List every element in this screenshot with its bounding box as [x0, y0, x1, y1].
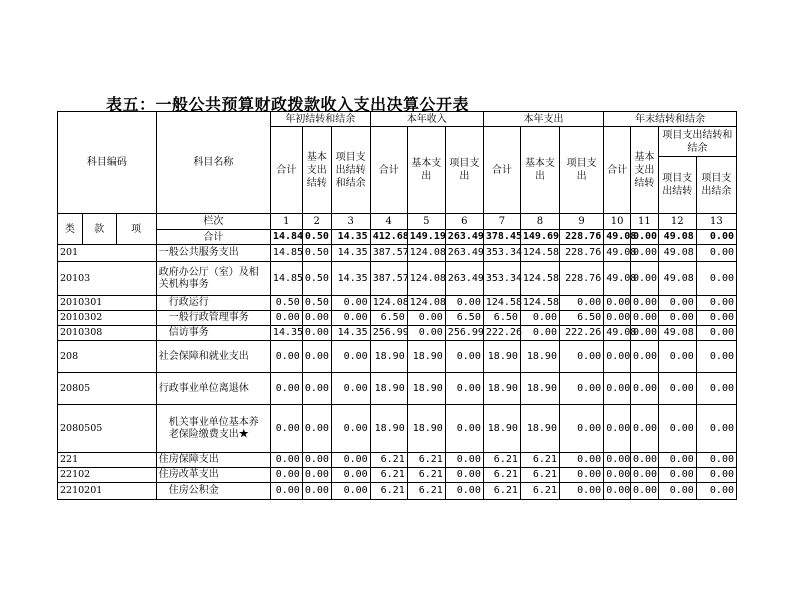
row-value: 387.57	[370, 262, 407, 296]
row-value: 0.00	[630, 341, 658, 373]
row-name: 行政运行	[156, 296, 270, 311]
row-value: 0.00	[604, 373, 631, 405]
row-value: 0.00	[520, 326, 559, 341]
header-lanci: 栏次	[156, 214, 270, 230]
row-value: 49.08	[658, 326, 696, 341]
row-code: 2080505	[58, 405, 157, 453]
row-value: 18.90	[407, 405, 445, 453]
header-begin-total: 合计	[270, 127, 302, 214]
row-value: 0.00	[696, 483, 736, 500]
table-row	[58, 341, 737, 373]
table-row	[58, 296, 737, 311]
table-row	[58, 262, 737, 296]
row-value: 0.00	[604, 483, 631, 500]
col-number: 7	[483, 214, 520, 230]
table-row	[58, 468, 737, 483]
row-value: 0.00	[302, 341, 331, 373]
row-value: 0.00	[331, 453, 370, 468]
row-value: 0.00	[302, 453, 331, 468]
col-number: 5	[407, 214, 445, 230]
row-value: 124.08	[407, 262, 445, 296]
row-value: 0.00	[445, 296, 483, 311]
header-group-begin: 年初结转和结余	[270, 112, 370, 127]
row-value: 124.58	[520, 245, 559, 262]
row-value: 124.58	[483, 296, 520, 311]
row-value: 0.50	[302, 262, 331, 296]
row-value: 0.00	[604, 405, 631, 453]
row-value: 6.21	[520, 468, 559, 483]
row-value: 0.00	[630, 296, 658, 311]
col-number: 1	[270, 214, 302, 230]
header-kuan: 款	[82, 214, 116, 245]
row-value: 0.00	[270, 468, 302, 483]
row-value: 124.08	[407, 245, 445, 262]
row-value: 124.58	[520, 296, 559, 311]
row-value: 0.50	[302, 245, 331, 262]
row-value: 263.49	[445, 245, 483, 262]
row-value: 49.08	[604, 262, 631, 296]
header-code: 科目编码	[58, 112, 157, 214]
row-value: 18.90	[407, 373, 445, 405]
row-value: 0.00	[696, 341, 736, 373]
row-value: 0.00	[658, 405, 696, 453]
row-value: 14.85	[270, 245, 302, 262]
row-value: 0.00	[270, 311, 302, 326]
row-value: 0.00	[302, 405, 331, 453]
row-value: 14.35	[331, 245, 370, 262]
row-value: 0.00	[270, 483, 302, 500]
row-value: 0.00	[559, 453, 603, 468]
total-cell: 14.35	[331, 230, 370, 245]
row-value: 0.00	[559, 405, 603, 453]
row-value: 0.00	[407, 326, 445, 341]
row-value: 18.90	[370, 405, 407, 453]
row-value: 6.21	[407, 453, 445, 468]
row-value: 124.08	[407, 296, 445, 311]
row-value: 14.85	[270, 262, 302, 296]
row-value: 0.00	[658, 311, 696, 326]
col-number: 11	[630, 214, 658, 230]
row-value: 6.21	[483, 453, 520, 468]
row-value: 6.21	[520, 453, 559, 468]
col-number: 10	[604, 214, 631, 230]
header-end-project-jy: 项目支出结余	[696, 157, 736, 214]
row-code: 20805	[58, 373, 157, 405]
col-number: 12	[658, 214, 696, 230]
total-cell: 0.50	[302, 230, 331, 245]
row-value: 0.00	[270, 373, 302, 405]
header-expense-total: 合计	[483, 127, 520, 214]
row-value: 49.08	[604, 245, 631, 262]
table-row	[58, 373, 737, 405]
row-value: 0.00	[559, 296, 603, 311]
row-value: 0.00	[658, 468, 696, 483]
row-code: 208	[58, 341, 157, 373]
header-hj: 合计	[156, 230, 270, 245]
row-value: 0.00	[630, 262, 658, 296]
row-value: 14.35	[331, 326, 370, 341]
row-name: 行政事业单位离退休	[156, 373, 270, 405]
row-value: 0.00	[270, 341, 302, 373]
total-cell: 263.49	[445, 230, 483, 245]
row-name: 信访事务	[156, 326, 270, 341]
row-value: 18.90	[370, 373, 407, 405]
total-cell: 14.84	[270, 230, 302, 245]
row-value: 0.00	[331, 296, 370, 311]
row-name: 一般公共服务支出	[156, 245, 270, 262]
total-cell: 49.08	[658, 230, 696, 245]
row-value: 18.90	[483, 405, 520, 453]
row-value: 0.00	[331, 373, 370, 405]
row-value: 0.00	[630, 245, 658, 262]
header-expense-project: 项目支出	[559, 127, 603, 214]
row-value: 0.50	[302, 296, 331, 311]
row-value: 6.21	[370, 468, 407, 483]
header-group-income: 本年收入	[370, 112, 483, 127]
header-begin-project: 项目支出结转和结余	[331, 127, 370, 214]
row-value: 0.00	[270, 405, 302, 453]
row-value: 0.00	[630, 311, 658, 326]
row-value: 0.00	[696, 373, 736, 405]
row-value: 0.00	[604, 468, 631, 483]
row-value: 18.90	[370, 341, 407, 373]
header-group-expense: 本年支出	[483, 112, 603, 127]
row-value: 0.00	[559, 468, 603, 483]
header-expense-basic: 基本支出	[520, 127, 559, 214]
col-number: 13	[696, 214, 736, 230]
row-value: 6.50	[559, 311, 603, 326]
table-row	[58, 483, 737, 500]
row-code: 2210201	[58, 483, 157, 500]
row-value: 0.00	[520, 311, 559, 326]
row-value: 0.00	[270, 453, 302, 468]
row-value: 6.50	[445, 311, 483, 326]
row-value: 0.00	[445, 468, 483, 483]
row-value: 256.99	[370, 326, 407, 341]
col-number: 8	[520, 214, 559, 230]
header-income-basic: 基本支出	[407, 127, 445, 214]
col-number: 3	[331, 214, 370, 230]
row-value: 0.00	[445, 341, 483, 373]
row-value: 228.76	[559, 245, 603, 262]
col-number: 9	[559, 214, 603, 230]
row-value: 0.00	[658, 341, 696, 373]
row-value: 49.08	[658, 262, 696, 296]
row-value: 18.90	[520, 405, 559, 453]
header-end-total: 合计	[604, 127, 631, 214]
row-value: 0.00	[630, 405, 658, 453]
row-value: 0.00	[559, 483, 603, 500]
row-value: 263.49	[445, 262, 483, 296]
table-title: 表五：一般公共预算财政拨款收入支出决算公开表	[106, 95, 470, 114]
row-code: 201	[58, 245, 157, 262]
header-xiang: 项	[116, 214, 156, 245]
header-end-project-group: 项目支出结转和结余	[658, 127, 736, 157]
row-value: 124.58	[520, 262, 559, 296]
row-value: 353.34	[483, 262, 520, 296]
header-income-project: 项目支出	[445, 127, 483, 214]
header-group-end: 年末结转和结余	[604, 112, 737, 127]
row-name: 政府办公厅（室）及相关机构事务	[156, 262, 270, 296]
row-value: 18.90	[520, 341, 559, 373]
total-cell: 149.69	[520, 230, 559, 245]
row-value: 256.99	[445, 326, 483, 341]
row-value: 0.00	[559, 373, 603, 405]
total-cell: 228.76	[559, 230, 603, 245]
row-value: 18.90	[483, 373, 520, 405]
row-value: 0.00	[604, 453, 631, 468]
row-value: 6.21	[370, 483, 407, 500]
row-value: 0.00	[696, 453, 736, 468]
row-value: 49.08	[604, 326, 631, 341]
row-value: 0.00	[331, 483, 370, 500]
header-lei: 类	[58, 214, 83, 245]
total-cell: 149.19	[407, 230, 445, 245]
row-value: 353.34	[483, 245, 520, 262]
row-value: 0.00	[630, 326, 658, 341]
row-value: 0.50	[270, 296, 302, 311]
row-code: 22102	[58, 468, 157, 483]
row-value: 0.00	[696, 405, 736, 453]
row-value: 0.00	[331, 468, 370, 483]
row-value: 0.00	[604, 296, 631, 311]
row-value: 6.21	[483, 483, 520, 500]
header-begin-basic: 基本支出结转	[302, 127, 331, 214]
col-number: 2	[302, 214, 331, 230]
total-cell: 49.08	[604, 230, 631, 245]
row-code: 2010301	[58, 296, 157, 311]
table-row	[58, 326, 737, 341]
row-value: 0.00	[696, 296, 736, 311]
row-value: 0.00	[604, 341, 631, 373]
row-value: 0.00	[696, 245, 736, 262]
row-value: 0.00	[696, 262, 736, 296]
row-code: 20103	[58, 262, 157, 296]
row-value: 0.00	[559, 341, 603, 373]
col-number: 6	[445, 214, 483, 230]
row-code: 221	[58, 453, 157, 468]
header-end-basic: 基本支出结转	[630, 127, 658, 214]
row-value: 0.00	[658, 373, 696, 405]
row-value: 222.26	[559, 326, 603, 341]
row-value: 0.00	[630, 483, 658, 500]
header-end-project-jz: 项目支出结转	[658, 157, 696, 214]
table-row	[58, 311, 737, 326]
header-name: 科目名称	[156, 112, 270, 214]
row-value: 6.50	[370, 311, 407, 326]
table-row	[58, 245, 737, 262]
row-value: 0.00	[331, 341, 370, 373]
row-value: 0.00	[302, 311, 331, 326]
total-cell: 412.68	[370, 230, 407, 245]
row-value: 14.35	[331, 262, 370, 296]
total-cell: 378.45	[483, 230, 520, 245]
row-name: 住房保障支出	[156, 453, 270, 468]
row-name: 住房改革支出	[156, 468, 270, 483]
row-value: 0.00	[630, 373, 658, 405]
row-name: 一般行政管理事务	[156, 311, 270, 326]
row-value: 0.00	[658, 296, 696, 311]
row-value: 228.76	[559, 262, 603, 296]
row-value: 6.21	[370, 453, 407, 468]
row-value: 0.00	[302, 373, 331, 405]
row-value: 0.00	[630, 468, 658, 483]
header-income-total: 合计	[370, 127, 407, 214]
row-value: 0.00	[604, 311, 631, 326]
row-code: 2010302	[58, 311, 157, 326]
row-value: 18.90	[407, 341, 445, 373]
row-value: 0.00	[445, 373, 483, 405]
row-value: 124.08	[370, 296, 407, 311]
row-name: 机关事业单位基本养老保险缴费支出★	[156, 405, 270, 453]
row-value: 0.00	[658, 483, 696, 500]
row-value: 0.00	[696, 311, 736, 326]
table-row	[58, 453, 737, 468]
row-value: 0.00	[302, 326, 331, 341]
row-value: 387.57	[370, 245, 407, 262]
row-value: 49.08	[658, 245, 696, 262]
row-value: 6.21	[520, 483, 559, 500]
row-value: 0.00	[696, 468, 736, 483]
row-value: 0.00	[445, 405, 483, 453]
budget-table	[57, 111, 737, 500]
row-value: 222.26	[483, 326, 520, 341]
col-number: 4	[370, 214, 407, 230]
row-code: 2010308	[58, 326, 157, 341]
row-value: 0.00	[658, 453, 696, 468]
row-name: 社会保障和就业支出	[156, 341, 270, 373]
row-value: 6.21	[407, 468, 445, 483]
row-value: 14.35	[270, 326, 302, 341]
row-name: 住房公积金	[156, 483, 270, 500]
row-value: 18.90	[520, 373, 559, 405]
row-value: 0.00	[445, 453, 483, 468]
total-cell: 0.00	[630, 230, 658, 245]
total-cell: 0.00	[696, 230, 736, 245]
row-value: 18.90	[483, 341, 520, 373]
row-value: 0.00	[302, 483, 331, 500]
row-value: 0.00	[407, 311, 445, 326]
row-value: 6.50	[483, 311, 520, 326]
row-value: 0.00	[331, 311, 370, 326]
row-value: 6.21	[407, 483, 445, 500]
row-value: 0.00	[331, 405, 370, 453]
row-value: 6.21	[483, 468, 520, 483]
row-value: 0.00	[445, 483, 483, 500]
table-row	[58, 405, 737, 453]
row-value: 0.00	[696, 326, 736, 341]
row-value: 0.00	[302, 468, 331, 483]
row-value: 0.00	[630, 453, 658, 468]
